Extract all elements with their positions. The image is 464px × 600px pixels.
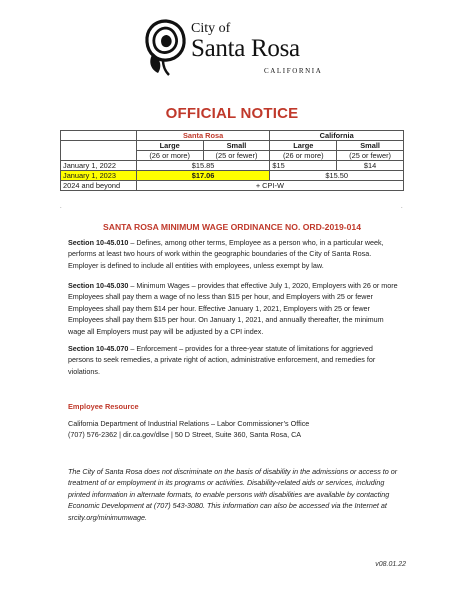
- section-id: Section 10-45.010: [68, 238, 129, 247]
- california-small-wage: $14: [337, 161, 404, 171]
- section-paragraph: [68, 237, 400, 271]
- section-id: Section 10-45.030: [68, 281, 129, 290]
- logo-california: CALIFORNIA: [264, 67, 323, 75]
- santa-rosa-wage: $15.85: [136, 161, 270, 171]
- table-group-header-row: [61, 131, 404, 141]
- city-logo: [143, 17, 323, 83]
- table-row: [61, 181, 404, 191]
- sub-header-size: Small: [337, 141, 404, 151]
- table-row: [61, 161, 404, 171]
- table-sub-header-row: [61, 141, 404, 151]
- sub-header-size: Large: [136, 141, 203, 151]
- rose-icon: [143, 17, 189, 77]
- logo-city-of: City of: [191, 21, 231, 36]
- disclaimer: The City of Santa Rosa does not discriminate on the basis of disability in the admissions or access to or treatment of or employment in its programs or activities. Disability-related aids or services, including printed information in alternate formats, to enable persons with disabilities are available by contacting Economic Development at (707) 543-3080. This information can also be accessed via the Internet at srcity.org/minimumwage.: [68, 467, 398, 522]
- sub-header-size: Large: [270, 141, 337, 151]
- ordinance-title: SANTA ROSA MINIMUM WAGE ORDINANCE NO. ORD-2019-014: [103, 222, 361, 232]
- santa-rosa-wage: $17.06: [136, 171, 270, 181]
- resource-line: California Department of Industrial Relations – Labor Commissioner’s Office: [68, 419, 310, 428]
- row-date: 2024 and beyond: [61, 181, 137, 191]
- sub-header-desc: (25 or fewer): [203, 151, 270, 161]
- section-text: – Minimum Wages – provides that effective July 1, 2020, Employers with 26 or more Employees shall pay them a wage of no less than $15 per hour, and Employers with 25 or fewer Employees shall pay them $14 per hour. Effective January 1, 2021, Employers with 25 or fewer Employees shall pay them $15 per hour. On January 1, 2021, and annually thereafter, the minimum wage all Employers must pay will be adjusted by a CPI index.: [68, 281, 398, 336]
- logo-santa-rosa: Santa Rosa: [191, 35, 300, 62]
- group-header-santa-rosa: Santa Rosa: [136, 131, 270, 141]
- section-text: – Enforcement – provides for a three-year statute of limitations for aggrieved persons to seek remedies, a private right of action, administrative enforcement, and remedies for violations.: [68, 344, 376, 376]
- section-paragraph: [68, 280, 400, 337]
- resource-body: [68, 418, 400, 441]
- resource-heading: Employee Resource: [68, 402, 139, 411]
- cpi-adjustment: + CPI-W: [136, 181, 403, 191]
- section-paragraph: [68, 343, 400, 377]
- sub-header-size: Small: [203, 141, 270, 151]
- group-header-california: California: [270, 131, 404, 141]
- divider-dot: .: [401, 204, 403, 210]
- row-date: January 1, 2022: [61, 161, 137, 171]
- table-row: [61, 171, 404, 181]
- page-title: OFFICIAL NOTICE: [165, 105, 299, 122]
- table-blank-cell: [61, 141, 137, 161]
- resource-line: (707) 576-2362 | dir.ca.gov/dlse | 50 D Street, Suite 360, Santa Rosa, CA: [68, 430, 302, 440]
- sub-header-desc: (25 or fewer): [337, 151, 404, 161]
- california-large-wage: $15: [270, 161, 337, 171]
- version-label: v08.01.22: [375, 561, 406, 568]
- divider-dot: .: [60, 204, 62, 210]
- section-text: – Defines, among other terms, Employee as a person who, in a particular week, performs at least two hours of work within the geographic boundaries of the City of Santa Rosa. Employer is defined to include all entities with employees, unless exempt by law.: [68, 238, 384, 270]
- sub-header-desc: (26 or more): [270, 151, 337, 161]
- sub-header-desc: (26 or more): [136, 151, 203, 161]
- row-date: January 1, 2023: [61, 171, 137, 181]
- table-corner-cell: [61, 131, 137, 141]
- minimum-wage-table: [60, 130, 404, 191]
- section-id: Section 10-45.070: [68, 344, 129, 353]
- california-wage: $15.50: [270, 171, 404, 181]
